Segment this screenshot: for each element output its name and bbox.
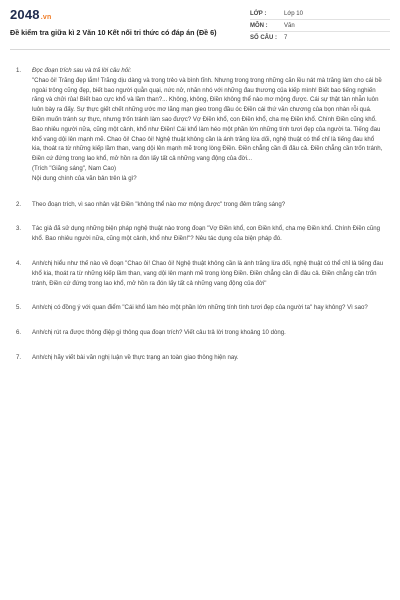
meta-value: Văn xyxy=(284,22,295,29)
question-item xyxy=(16,200,384,210)
meta-key: SỐ CÂU : xyxy=(250,34,277,41)
reading-passage: "Chao ôi! Trăng đẹp lắm! Trăng dịu dàng và trong trẻo và bình tĩnh. Nhưng trong trong những căn lều nát mà trăng làm cho cái bề ngoài trông cũng đẹp, biết bao người quằn quại, nức nở, nhăn nhó với những đau thương của kiếp mình! Biết bao tiếng nghiến răng và chửi rủa! Biết bao cực khổ và lầm than?... Không, không, Điền không thể nào mơ mộng được. Cái sự thật tàn nhẫn luôn luôn bày ra đấy. Sự thực giết chết những ước mơ lãng mạn gieo trong đầu óc Điền cái thứ văn chương của bọn nhàn rỗi quá. Điền muốn tránh sự thực, nhưng trốn tránh làm sao được? Vợ Điền khổ, con Điền khổ, cha mẹ Điền khổ. Chính Điền cũng khổ. Bao nhiêu người nữa, cũng một cảnh, khổ như Điền! Cái khổ làm héo một phần lớn những tính tươi đẹp của người ta. Tiếng đau khổ vang dội lên mạnh mẽ. Chao ôi! Chao ôi! Nghệ thuật không cần là ánh trăng lừa dối, nghệ thuật có thể chỉ là tiếng đau khổ kia, thoát ra từ những kiếp lầm than, vang dội lên mạnh mẽ trong lòng Điền. Điền chẳng cần đi đâu cả. Điền chẳng cần trốn tránh, Điền cứ đứng trong lao khổ, mở hồn ra đón lấy tất cả những vang động của đời... xyxy=(32,76,383,163)
meta-row-question-count xyxy=(250,32,390,43)
header xyxy=(10,8,390,50)
question-number: 6. xyxy=(16,329,22,337)
question-text: Theo đoạn trích, vì sao nhân vật Điền "không thể nào mơ mộng được" trong đêm trăng sáng? xyxy=(32,200,286,208)
question-text: Anh/chị rút ra được thông điệp gì thông qua đoạn trích? Viết câu trả lời trong khoảng 10 dòng. xyxy=(32,329,286,337)
question-number: 2. xyxy=(16,200,22,208)
question-text: Tác giả đã sử dụng những biện pháp nghệ thuật nào trong đoạn "Vợ Điền khổ, con Điền khổ, cha mẹ Điền khổ. Chính Điền cũng khổ. Bao nhiêu người nữa, cũng một cảnh, khổ như Điền!"? Nêu tác dụng của biện pháp đó. xyxy=(32,225,381,243)
meta-row-class xyxy=(250,8,390,20)
passage-source: (Trích "Giăng sáng", Nam Cao) xyxy=(32,164,117,172)
question-item xyxy=(16,224,384,244)
question-number: 5. xyxy=(16,304,22,312)
meta-value: Lớp 10 xyxy=(284,10,303,17)
question-number: 1. xyxy=(16,67,22,74)
question-item xyxy=(16,328,384,338)
header-left xyxy=(10,8,240,43)
question-item xyxy=(16,303,384,313)
question-item xyxy=(16,353,384,363)
meta-value: 7 xyxy=(284,34,288,41)
question-text: Anh/chị hiểu như thế nào về đoạn "Chao ôi! Chao ôi! Nghệ thuật không cần là ánh trăng lừa dối, nghệ thuật có thể chỉ là tiếng đau khổ kia, thoát ra từ những kiếp lầm than, vang dội lên mạnh mẽ trong lòng Điền. Điền chẳng cần đi đâu cả. Điền chẳng cần trốn tránh, Điền cứ đứng trong lao khổ, mở hồn ra đón lấy tất cả những vang động của đời" xyxy=(32,259,384,287)
site-logo[interactable] xyxy=(10,8,240,25)
logo-number: 2048 xyxy=(10,7,40,22)
meta-key: MÔN : xyxy=(250,22,268,29)
meta-row-subject xyxy=(250,20,390,32)
question-list xyxy=(10,66,390,363)
question-prompt: Đọc đoạn trích sau và trả lời câu hỏi: xyxy=(32,67,132,74)
question-text: Anh/chị hãy viết bài văn nghị luận về thực trạng an toàn giao thông hiện nay. xyxy=(32,353,239,361)
question-number: 4. xyxy=(16,259,22,267)
document-title: Đề kiểm tra giữa kì 2 Văn 10 Kết nối tri thức có đáp án (Đề 6) xyxy=(10,28,217,37)
question-text: Anh/chị có đồng ý với quan điểm "Cái khổ làm héo một phần lớn những tính tình tươi đẹp của người ta" hay không? Vì sao? xyxy=(32,304,368,312)
question-item xyxy=(16,259,384,288)
question-number: 3. xyxy=(16,225,22,233)
meta-key: LỚP : xyxy=(250,10,267,17)
question-number: 7. xyxy=(16,353,22,361)
logo-suffix: .vn xyxy=(40,14,52,21)
question-body xyxy=(32,66,384,184)
question-text: Nội dung chính của văn bản trên là gì? xyxy=(32,174,137,182)
question-item xyxy=(16,66,384,184)
exam-meta-table xyxy=(250,8,390,43)
